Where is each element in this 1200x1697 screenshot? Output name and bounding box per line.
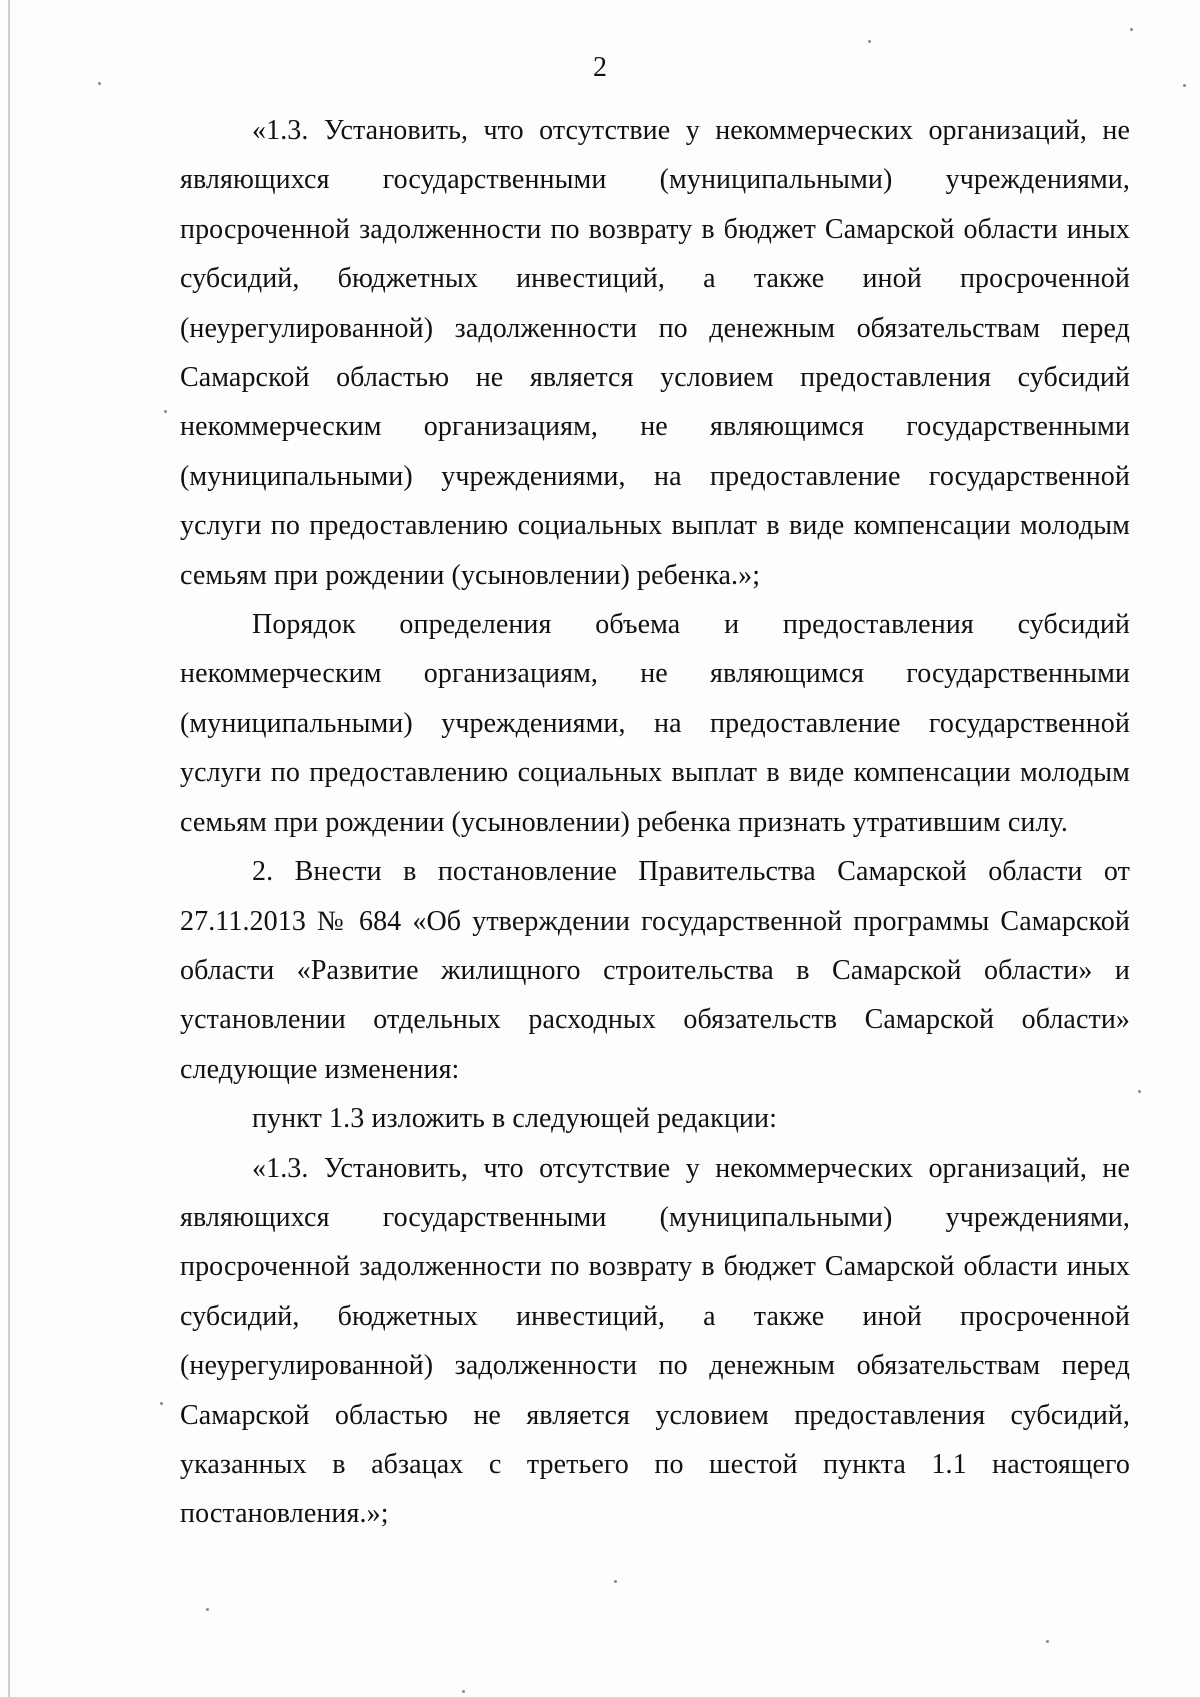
- paragraph-clause-1-3-intro: пункт 1.3 изложить в следующей редакции:: [252, 1103, 777, 1135]
- page-number: 2: [593, 52, 607, 83]
- scan-speck: [868, 40, 871, 43]
- paragraph-amendment-2: 2. Внести в постановление Правительства Самарской области от 27.11.2013 № 684 «Об утверждении государственной программы Самарской области «Развитие жилищного строительства в Самарской области» и установлении отдельных расходных обязательств Самарской области» следующие изменения:: [180, 856, 1130, 1085]
- scan-speck: [160, 1402, 163, 1405]
- scan-speck: [164, 410, 167, 413]
- paragraph-procedure-repealed: Порядок определения объема и предоставления субсидий некоммерческим организациям, не являющимся государственными (муниципальными) учреждениями, на предоставление государственной услуги по предоставлению социальных выплат в виде компенсации молодым семьям при рождении (усыновлении) ребенка признать утратившим силу.: [180, 609, 1130, 838]
- scan-speck: [1130, 28, 1133, 31]
- document-body: [180, 106, 1130, 1539]
- scan-speck: [1138, 1090, 1141, 1093]
- scan-speck: [462, 1690, 465, 1693]
- scan-speck: [614, 1580, 617, 1583]
- scan-speck: [206, 1608, 209, 1611]
- paragraph-clause-1-3-new: «1.3. Установить, что отсутствие у некоммерческих организаций, не являющихся государственными (муниципальными) учреждениями, просроченной задолженности по возврату в бюджет Самарской области иных субсидий, бюджетных инвестиций, а также иной просроченной (неурегулированной) задолженности по денежным обязательствам перед Самарской областью не является условием предоставления субсидий, указанных в абзацах с третьего по шестой пункта 1.1 настоящего постановления.»;: [180, 1152, 1130, 1530]
- paragraph-clause-1-3-original: «1.3. Установить, что отсутствие у некоммерческих организаций, не являющихся государственными (муниципальными) учреждениями, просроченной задолженности по возврату в бюджет Самарской области иных субсидий, бюджетных инвестиций, а также иной просроченной (неурегулированной) задолженности по денежным обязательствам перед Самарской областью не является условием предоставления субсидий некоммерческим организациям, не являющимся государственными (муниципальными) учреждениями, на предоставление государственной услуги по предоставлению социальных выплат в виде компенсации молодым семьям при рождении (усыновлении) ребенка.»;: [180, 115, 1130, 591]
- scan-speck: [1046, 1640, 1049, 1643]
- scan-border-line: [8, 0, 10, 1697]
